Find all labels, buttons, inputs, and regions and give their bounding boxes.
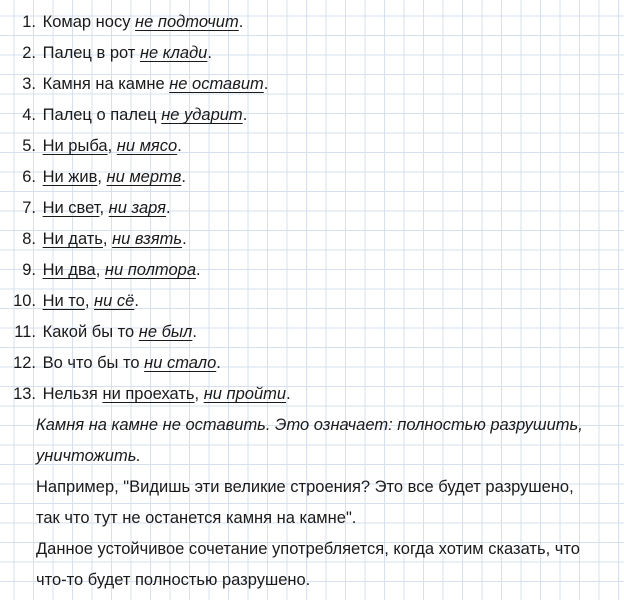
- item-number: 6.: [22, 168, 36, 186]
- explanation-line: Камня на камне не оставить. Это означает: полностью разрушить,: [36, 416, 583, 434]
- item-number: 2.: [22, 44, 36, 62]
- item-punct: .: [192, 323, 197, 341]
- list-item: [0, 100, 247, 130]
- item-number: 9.: [22, 261, 36, 279]
- item-number: 5.: [22, 137, 36, 155]
- item-text: Ни свет: [42, 199, 100, 217]
- item-number: 3.: [22, 75, 36, 93]
- list-item: [0, 286, 139, 316]
- item-text: Во что бы то: [42, 354, 145, 372]
- item-highlight: ни мясо: [116, 137, 178, 155]
- explanation-line: уничтожить.: [36, 447, 141, 465]
- explanation-line: так что тут не останется камня на камне".: [36, 509, 357, 527]
- item-text: Ни два: [42, 261, 96, 279]
- list-item: [0, 255, 201, 285]
- item-punct: .: [242, 106, 248, 124]
- item-text: Какой бы то: [42, 323, 139, 341]
- list-item: [0, 69, 268, 99]
- item-text: Ни рыба: [42, 137, 108, 155]
- list-item: [0, 7, 243, 37]
- item-sep: ,: [194, 385, 204, 403]
- item-punct: .: [182, 230, 187, 248]
- item-number: 1.: [22, 13, 36, 31]
- item-text: Палец о палец: [42, 106, 162, 124]
- explanation-line: Например, "Видишь эти великие строения? Это все будет разрушено,: [36, 478, 574, 496]
- list-item: [0, 38, 212, 68]
- item-number: 11.: [14, 323, 36, 341]
- explanation-line: Данное устойчивое сочетание употребляется, когда хотим сказать, что: [36, 540, 580, 558]
- item-text: Камня на камне: [42, 75, 170, 93]
- item-number: 7.: [22, 199, 36, 217]
- list-item: [0, 162, 186, 192]
- item-punct: .: [286, 385, 291, 403]
- item-punct: .: [134, 292, 139, 310]
- item-text: Палец в рот: [42, 44, 140, 62]
- list-item: [0, 348, 221, 378]
- item-punct: .: [207, 44, 212, 62]
- item-highlight: не клади: [139, 44, 208, 62]
- item-sep: ,: [107, 137, 117, 155]
- item-number: 10.: [13, 292, 36, 310]
- item-punct: .: [238, 13, 244, 31]
- item-highlight: ни мертв: [106, 168, 182, 186]
- item-number: 13.: [13, 385, 36, 403]
- item-punct: .: [196, 261, 201, 279]
- item-number: 4.: [22, 106, 36, 124]
- item-text: Ни то: [42, 292, 85, 310]
- item-text-underlined: ни проехать: [102, 385, 195, 403]
- item-punct: .: [177, 137, 182, 155]
- item-highlight: ни сё: [94, 292, 135, 310]
- item-highlight: не оставит: [169, 75, 264, 93]
- list-item: [0, 224, 187, 254]
- item-highlight: не подточит: [135, 13, 239, 31]
- item-sep: ,: [99, 199, 109, 217]
- explanation-line: что-то будет полностью разрушено.: [36, 571, 311, 589]
- item-text: Ни жив: [42, 168, 98, 186]
- item-number: 8.: [22, 230, 36, 248]
- item-number: 12.: [13, 354, 36, 372]
- item-highlight: ни заря: [108, 199, 166, 217]
- item-text: Нельзя: [42, 385, 103, 403]
- item-highlight: ни пройти: [203, 385, 287, 403]
- item-punct: .: [263, 75, 269, 93]
- item-sep: ,: [95, 261, 105, 279]
- item-sep: ,: [97, 168, 107, 186]
- item-sep: ,: [84, 292, 95, 310]
- item-punct: .: [181, 168, 186, 186]
- item-punct: .: [216, 354, 221, 372]
- item-highlight: ни взять: [112, 230, 183, 248]
- item-text: Комар носу: [42, 13, 136, 31]
- item-highlight: не был: [138, 323, 193, 341]
- list-item: [0, 379, 291, 409]
- list-item: [0, 317, 197, 347]
- item-text: Ни дать: [42, 230, 103, 248]
- item-highlight: ни стало: [144, 354, 217, 372]
- list-item: [0, 193, 171, 223]
- item-highlight: не ударит: [161, 106, 243, 124]
- item-sep: ,: [102, 230, 113, 248]
- list-item: [0, 131, 182, 161]
- item-punct: .: [165, 199, 171, 217]
- item-highlight: ни полтора: [104, 261, 197, 279]
